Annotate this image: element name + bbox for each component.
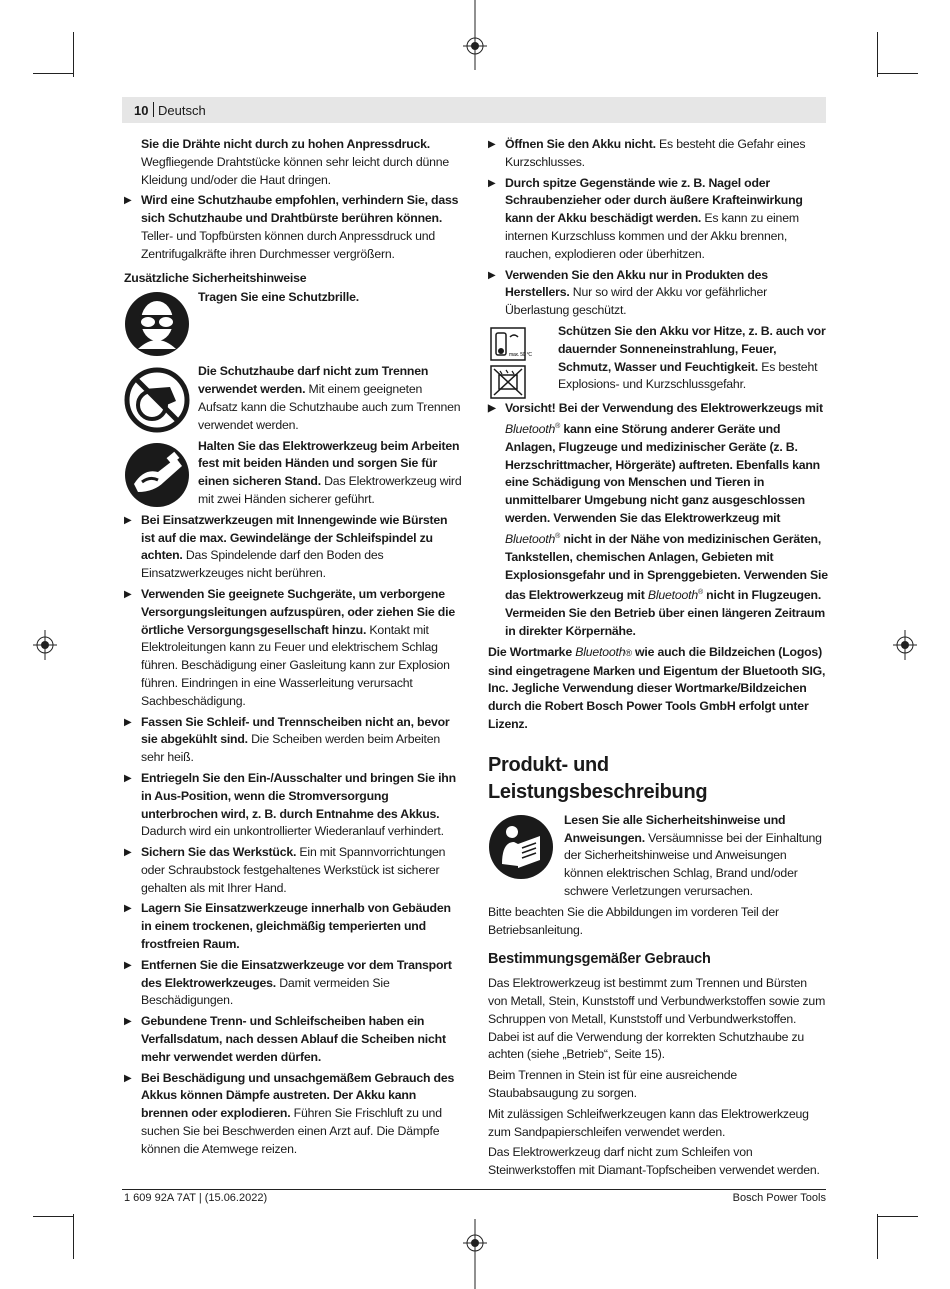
left-column (124, 136, 464, 1162)
page-number: 10 (134, 103, 149, 118)
no-water-icon (490, 365, 526, 399)
paragraph: Sie die Drähte nicht durch zu hohen Anpressdruck. Wegfliegende Drahtstücke können sehr leicht durch dünne Kleidung und/oder die Haut dringen. (141, 137, 450, 187)
battery-warning-row (488, 323, 828, 394)
subsection-heading: Bestimmungsgemäßer Gebrauch (488, 951, 711, 968)
section-subheading: Zusätzliche Sicherheitshinweise (124, 270, 307, 285)
paragraph: Bitte beachten Sie die Abbildungen im vorderen Teil der Betriebsanleitung. (488, 904, 779, 937)
icon-text: Schützen Sie den Akku vor Hitze, z. B. auch vor dauernder Sonneneinstrahlung, Feuer, Schmutz, Wasser und Feuchtigkeit. Es besteht Explosions- und Kurzschlussgefahr. (558, 323, 826, 392)
footer-doc-id: 1 609 92A 7AT | (15.06.2022) (124, 1192, 268, 1204)
crop-mark (33, 73, 73, 74)
safety-icon-row (124, 289, 464, 355)
icon-text: Halten Sie das Elektrowerkzeug beim Arbeiten fest mit beiden Händen und sorgen Sie für einen sicheren Stand. Das Elektrowerkzeug wird mit zwei Händen sicherer geführt. (198, 438, 462, 506)
paragraph: Das Elektrowerkzeug darf nicht zum Schleifen von Steinwerkstoffen mit Diamant-Topfscheiben verwendet werden. (488, 1145, 820, 1178)
bullet-item: ▶ Sichern Sie das Werkstück. Ein mit Spannvorrichtungen oder Schraubstock festgehaltenes Werkstück ist sicherer gehalten als mit Ihrer Hand. (124, 844, 464, 897)
crop-mark (33, 1216, 73, 1217)
bullet-item: ▶ Fassen Sie Schleif- und Trennscheiben nicht an, bevor sie abgekühlt sind. Die Scheiben werden beim Arbeiten sehr heiß. (124, 714, 464, 767)
registration-mark-icon (460, 1219, 490, 1289)
registration-mark-icon (30, 630, 60, 660)
bullet-item: ▶ Durch spitze Gegenstände wie z. B. Nagel oder Schraubenzieher oder durch äußere Krafteinwirkung kann der Akku beschädigt werden. Es kann zu einem internen Kurzschluss kommen und der Akku brennen, rauchen, explodieren oder überhitzen. (488, 175, 828, 264)
crop-mark (878, 73, 918, 74)
section-heading: Produkt- und Leistungsbeschreibung (488, 753, 708, 803)
bullet-item: ▶ Öffnen Sie den Akku nicht. Es besteht die Gefahr eines Kurzschlusses. (488, 136, 828, 172)
crop-mark (73, 32, 74, 77)
two-hands-icon (124, 442, 190, 508)
crop-mark (73, 1214, 74, 1259)
safety-icon-row (124, 355, 464, 434)
paragraph: Beim Trennen in Stein ist für eine ausreichende Staubabsaugung zu sorgen. (488, 1068, 737, 1100)
bullet-item: ▶ Bei Beschädigung und unsachgemäßem Gebrauch des Akkus können Dämpfe austreten. Der Akku kann brennen oder explodieren. Führen Sie Frischluft zu und suchen Sie bei Beschwerden einen Arzt auf. Die Dämpfe können die Atemwege reizen. (124, 1070, 464, 1159)
safety-glasses-icon (124, 291, 190, 357)
header-divider (153, 102, 154, 117)
registration-mark-icon (460, 0, 490, 70)
crop-mark (877, 32, 878, 77)
right-column (488, 136, 828, 1183)
paragraph: Mit zulässigen Schleifwerkzeugen kann das Elektrowerkzeug zum Sandpapierschleifen verwendet werden. (488, 1106, 809, 1139)
icon-text: Die Schutzhaube darf nicht zum Trennen verwendet werden. Mit einem geeigneten Aufsatz kann die Schutzhaube auch zum Trennen verwendet werden. (198, 364, 461, 432)
bullet-item: ▶ Gebundene Trenn- und Schleifscheiben haben ein Verfallsdatum, nach dessen Ablauf die Scheiben nicht mehr verwendet werden dürfen. (124, 1013, 464, 1066)
bullet-item: ▶ Entfernen Sie die Einsatzwerkzeuge vor dem Transport des Elektrowerkzeuges. Damit vermeiden Sie Beschädigungen. (124, 957, 464, 1010)
read-instructions-row (488, 812, 828, 901)
icon-text: Tragen Sie eine Schutzbrille. (198, 290, 359, 305)
bullet-item: ▶ Verwenden Sie geeignete Suchgeräte, um verborgene Versorgungsleitungen aufzuspüren, oder ziehen Sie die örtliche Versorgungsgesellschaft hinzu. Kontakt mit Elektroleitungen kann zu Feuer und elektrischem Schlag führen. Beschädigung einer Gasleitung kann zur Explosion führen. Eindringen in eine Wasserleitung verursacht Sachbeschädigung. (124, 586, 464, 711)
bullet-item: ▶ Wird eine Schutzhaube empfohlen, verhindern Sie, dass sich Schutzhaube und Drahtbürste berühren können. Teller- und Topfbürsten können durch Anpressdruck und Zentrifugalkräfte ihren Durchmesser vergrößern. (124, 192, 464, 263)
crop-mark (877, 1214, 878, 1259)
footer-publisher: Bosch Power Tools (732, 1192, 826, 1204)
page-header (122, 97, 826, 123)
bluetooth-warning: ▶ Vorsicht! Bei der Verwendung des Elektrowerkzeugs mit Bluetooth® kann eine Störung anderer Geräte und Anlagen, Flugzeuge und medizinischer Geräte (z. B. Herzschrittmacher, Hörgeräte) auftreten. Ebenfalls kann eine Schädigung von Menschen und Tieren in unmittelbarer Umgebung nicht ganz ausgeschlossen werden. Verwenden Sie das Elektrowerkzeug mit Bluetooth® nicht in der Nähe von medizinischen Geräten, Tankstellen, chemischen Anlagen, Gebieten mit Explosionsgefahr und in Sprenggebieten. Verwenden Sie das Elektrowerkzeug mit Bluetooth® nicht in Flugzeugen. Vermeiden Sie den Betrieb über einen längeren Zeitraum in direkter Körpernähe. (488, 400, 828, 641)
trademark-notice: Die Wortmarke Bluetooth® wie auch die Bildzeichen (Logos) sind eingetragene Marken und Eigentum der Bluetooth SIG, Inc. Jegliche Verwendung dieser Wortmarke/Bildzeichen durch die Robert Bosch Power Tools GmbH erfolgt unter Lizenz. (488, 644, 826, 731)
no-guard-for-cutting-icon (124, 367, 190, 433)
footer-rule (122, 1189, 826, 1190)
thermometer-label: max. 50 °C (509, 351, 532, 358)
bullet-item: ▶ Bei Einsatzwerkzeugen mit Innengewinde wie Bürsten ist auf die max. Gewindelänge der Schleifspindel zu achten. Das Spindelende darf den Boden des Einsatzwerkzeuges nicht berühren. (124, 512, 464, 583)
bullet-item: ▶ Lagern Sie Einsatzwerkzeuge innerhalb von Gebäuden in einem trockenen, gleichmäßig temperierten und frostfreien Raum. (124, 900, 464, 953)
header-language: Deutsch (158, 103, 206, 118)
crop-mark (878, 1216, 918, 1217)
icon-text: Lesen Sie alle Sicherheitshinweise und Anweisungen. Versäumnisse bei der Einhaltung der Sicherheitshinweise und Anweisungen können elektrischen Schlag, Brand und/oder schwere Verletzungen verursachen. (564, 812, 822, 898)
registration-mark-icon (890, 630, 920, 660)
safety-icon-row (124, 438, 464, 509)
bullet-item: ▶ Verwenden Sie den Akku nur in Produkten des Herstellers. Nur so wird der Akku vor gefährlicher Überlastung geschützt. (488, 267, 828, 320)
read-manual-icon (488, 814, 554, 880)
paragraph: Das Elektrowerkzeug ist bestimmt zum Trennen und Bürsten von Metall, Stein, Kunststoff und Verbundwerkstoffen sowie zum Schruppen von Metall, Kunststoff und Verbundwerkstoffen. Dabei ist auf die Verwendung der korrekten Schutzhaube zu achten (siehe „Betrieb“, Seite 15). (488, 976, 826, 1062)
bullet-item: ▶ Entriegeln Sie den Ein-/Ausschalter und bringen Sie ihn in Aus-Position, wenn die Stromversorgung unterbrochen wird, z. B. durch Entnahme des Akkus. Dadurch wird ein unkontrollierter Wiederanlauf verhindert. (124, 770, 464, 841)
thermometer-icon (490, 327, 532, 361)
